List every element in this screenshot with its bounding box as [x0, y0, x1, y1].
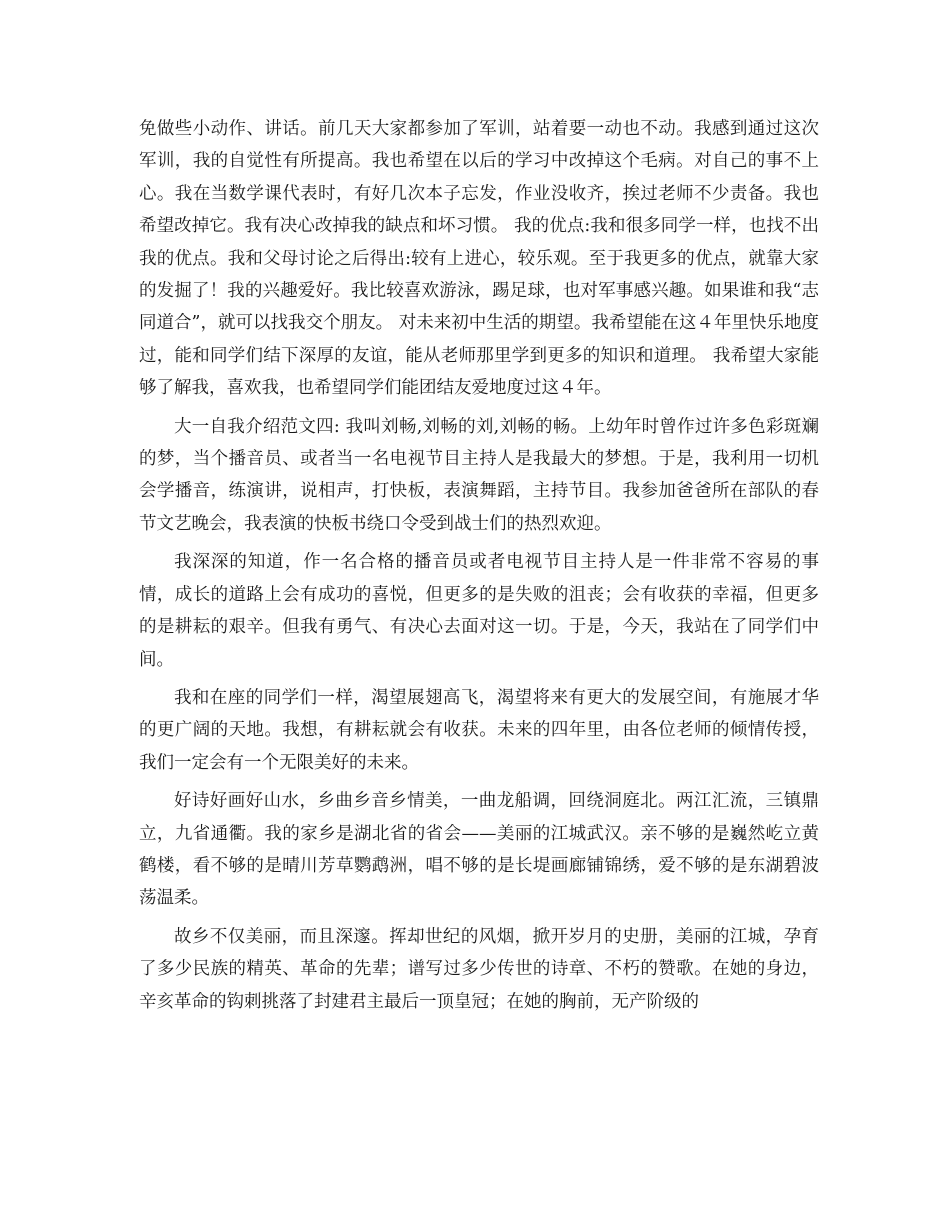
paragraph-classmates: 我和在座的同学们一样，渴望展翅高飞，渴望将来有更大的发展空间，有施展才华的更广阔的天地。我想，有耕耘就会有收获。未来的四年里，由各位老师的倾情传授，我们一定会有一个无限美好的未来。	[139, 687, 819, 773]
paragraph-broadcaster-dream: 我深深的知道，作一名合格的播音员或者电视节目主持人是一件非常不容易的事情，成长的道路上会有成功的喜悦，但更多的是失败的沮丧；会有收获的幸福，但更多的是耕耘的艰辛。但我有勇气、有决心去面对这一切。于是，今天，我站在了同学们中间。	[139, 552, 819, 670]
paragraph-hometown: 好诗好画好山水，乡曲乡音乡情美，一曲龙船调，回绕洞庭北。两江汇流，三镇鼎立，九省通衢。我的家乡是湖北省的省会——美丽的江城武汉。亲不够的是巍然屹立黄鹤楼，看不够的是晴川芳草鹦鹉洲，唱不够的是长堤画廊铺锦绣，爱不够的是东湖碧波荡温柔。	[139, 791, 819, 909]
paragraph-continuation: 免做些小动作、讲话。前几天大家都参加了军训，站着要一动也不动。我感到通过这次军训，我的自觉性有所提高。我也希望在以后的学习中改掉这个毛病。对自己的事不上心。我在当数学课代表时，有好几次本子忘发，作业没收齐，挨过老师不少责备。我也希望改掉它。我有决心改掉我的缺点和坏习惯。 我的优点:我和很多同学一样，也找不出我的优点。我和父母讨论之后得出:较有上进心，较乐观。至于我更多的优点，就靠大家的发掘了！我的兴趣爱好。我比较喜欢游泳，踢足球，也对军事感兴趣。如果谁和我“志同道合”，就可以找我交个朋友。 对未来初中生活的期望。我希望能在这４年里快乐地度过，能和同学们结下深厚的友谊，能从老师那里学到更多的知识和道理。 我希望大家能够了解我，喜欢我，也希望同学们能团结友爱地度过这４年。	[139, 119, 819, 399]
paragraph-intro-sample-four: 大一自我介绍范文四: 我叫刘畅,刘畅的刘,刘畅的畅。上幼年时曾作过许多色彩斑斓的梦，当个播音员、或者当一名电视节目主持人是我最大的梦想。于是，我利用一切机会学播音，练演讲，说相声，打快板，表演舞蹈，主持节目。我参加爸爸所在部队的春节文艺晚会，我表演的快板书绕口令受到战士们的热烈欢迎。	[139, 416, 819, 534]
paragraph-hometown-history: 故乡不仅美丽，而且深邃。挥却世纪的风烟，掀开岁月的史册，美丽的江城，孕育了多少民族的精英、革命的先辈；谱写过多少传世的诗章、不朽的赞歌。在她的身边，辛亥革命的钩刺挑落了封建君主最后一顶皇冠；在她的胸前，无产阶级的	[139, 926, 819, 1012]
document-body	[139, 113, 819, 1018]
